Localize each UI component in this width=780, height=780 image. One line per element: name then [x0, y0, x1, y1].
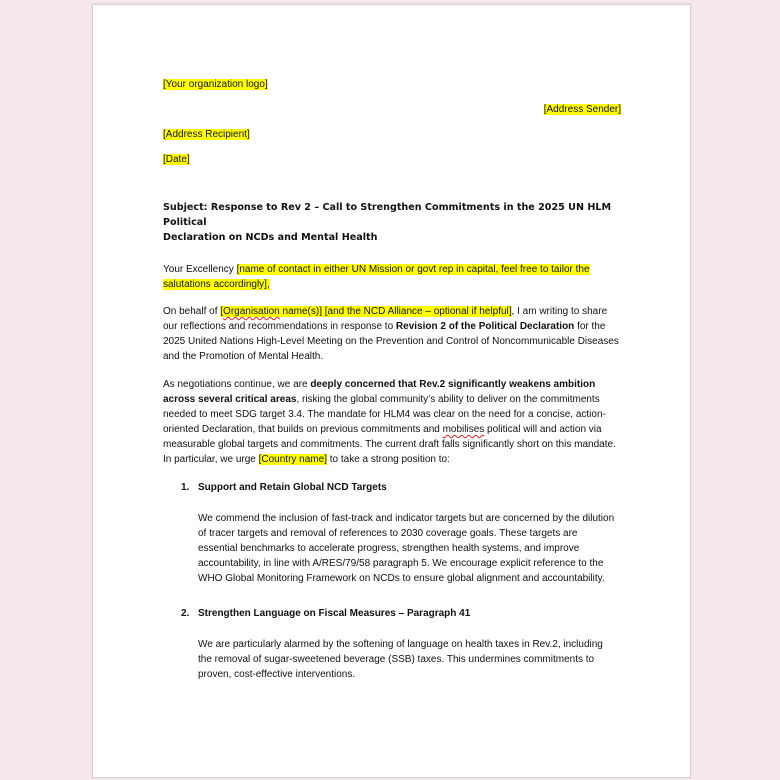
- paragraph-intro: On behalf of [Organisation name(s)] [and the NCD Alliance – optional if helpful], I am writing to share our reflections and recommendations in response to Revision 2 of the Political Declaration for the 2025 United Nations High-Level Meeting on the Prevention and Control of Noncommunicable Diseases and the Promotion of Mental Health.: [163, 306, 619, 362]
- paragraph-concerns: As negotiations continue, we are deeply concerned that Rev.2 significantly weakens ambition across several critical areas, risking the global community’s ability to deliver on the commitments needed to meet SDG target 3.4. The mandate for HLM4 was clear on the need for a concise, action-oriented Declaration, that builds on previous commitments and mobilises political will and action via measurable global targets and commitments. The current draft falls significantly short on this mandate. In particular, we urge [Country name] to take a strong position to:: [163, 379, 616, 465]
- item-body: We are particularly alarmed by the softening of language on health taxes in Rev.2, including the removal of sugar-sweetened beverage (SSB) taxes. This undermines commitments to proven, cost-effective interventions.: [198, 639, 603, 680]
- item-title: Support and Retain Global NCD Targets: [198, 482, 387, 493]
- item-body: We commend the inclusion of fast-track and indicator targets but are concerned by the dilution of tracer targets and removal of references to 2030 coverage goals. These targets are essential benchmarks to accelerate progress, strengthen health systems, and improve accountability, in line with A/RES/79/58 paragraph 5. We encourage explicit reference to the WHO Global Monitoring Framework on NCDs to ensure global alignment and accountability.: [198, 513, 615, 584]
- logo-placeholder: [Your organization logo]: [163, 79, 268, 90]
- recommendation-item: [163, 606, 623, 682]
- item-number: 2.: [181, 608, 190, 619]
- subject-line: Subject: Response to Rev 2 – Call to Strengthen Commitments in the 2025 UN HLM Political Declaration on NCDs and Mental Health: [163, 202, 612, 243]
- salutation: Your Excellency [name of contact in either UN Mission or govt rep in capital, feel free to tailor the salutations accordingly],: [163, 264, 590, 290]
- item-number: 1.: [181, 482, 190, 493]
- address-sender: [Address Sender]: [543, 104, 621, 115]
- date: [Date]: [163, 154, 190, 165]
- item-title: Strengthen Language on Fiscal Measures – Paragraph 41: [198, 608, 471, 619]
- address-recipient: [Address Recipient]: [163, 129, 250, 140]
- document-page: [92, 4, 691, 778]
- recommendation-item: [163, 480, 623, 586]
